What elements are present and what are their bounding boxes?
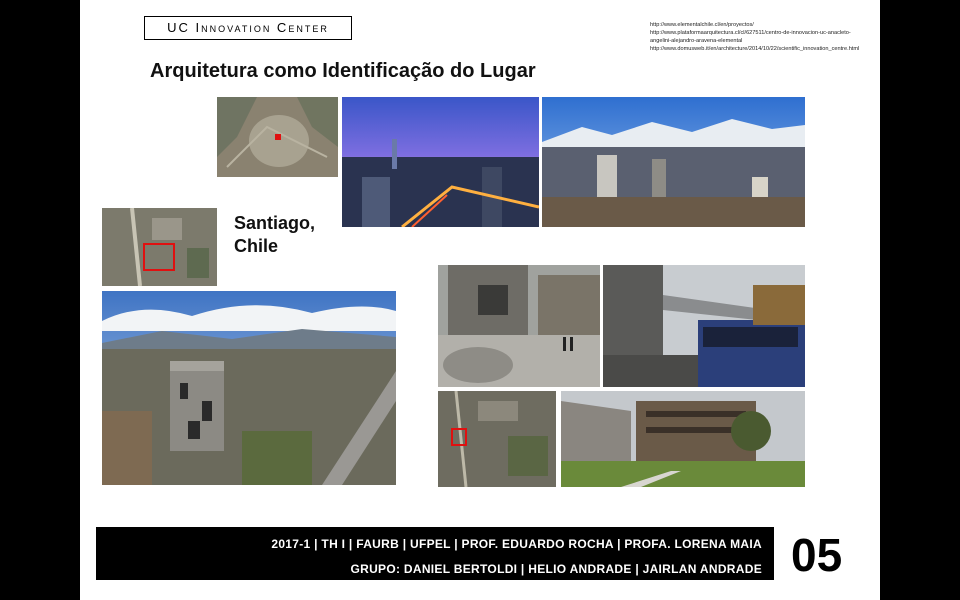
- aerial-map-site: [102, 208, 217, 286]
- location-country: Chile: [234, 236, 279, 256]
- footer-course: 2017-1 | TH I | FAURB | UFPEL | PROF. EDUARDO ROCHA | PROFA. LORENA MAIA: [271, 537, 762, 551]
- page-number: 05: [791, 529, 843, 581]
- footer-bar: [96, 527, 774, 580]
- satellite-map-santiago: [217, 97, 338, 177]
- photo-building-courtyard: [561, 391, 805, 487]
- location-label: [234, 212, 315, 258]
- reference-link[interactable]: http://www.elementalchile.cl/en/proyectos/: [650, 22, 754, 28]
- location-city: Santiago,: [234, 213, 316, 233]
- photo-santiago-andes: [542, 97, 805, 227]
- photo-innovation-center-aerial: [102, 291, 396, 485]
- photo-santiago-night: [342, 97, 539, 227]
- aerial-map-detail: [438, 391, 556, 487]
- reference-link[interactable]: http://www.plataformaarquitectura.cl/cl/627511/centro-de-innovacion-uc-anacleto-angelini-alejandro-aravena-elemental: [650, 30, 851, 44]
- reference-link[interactable]: http://www.domusweb.it/en/architecture/2014/10/22/scientific_innovation_centre.html: [650, 46, 860, 52]
- slide: [80, 0, 880, 600]
- references: [650, 21, 860, 53]
- photo-street-view: [603, 265, 805, 387]
- slide-title: Arquitetura como Identificação do Lugar: [150, 60, 536, 82]
- photo-building-facade: [438, 265, 600, 387]
- brand-box: UC Innovation Center: [144, 16, 352, 40]
- footer-group: GRUPO: DANIEL BERTOLDI | HELIO ANDRADE | JAIRLAN ANDRADE: [350, 562, 762, 576]
